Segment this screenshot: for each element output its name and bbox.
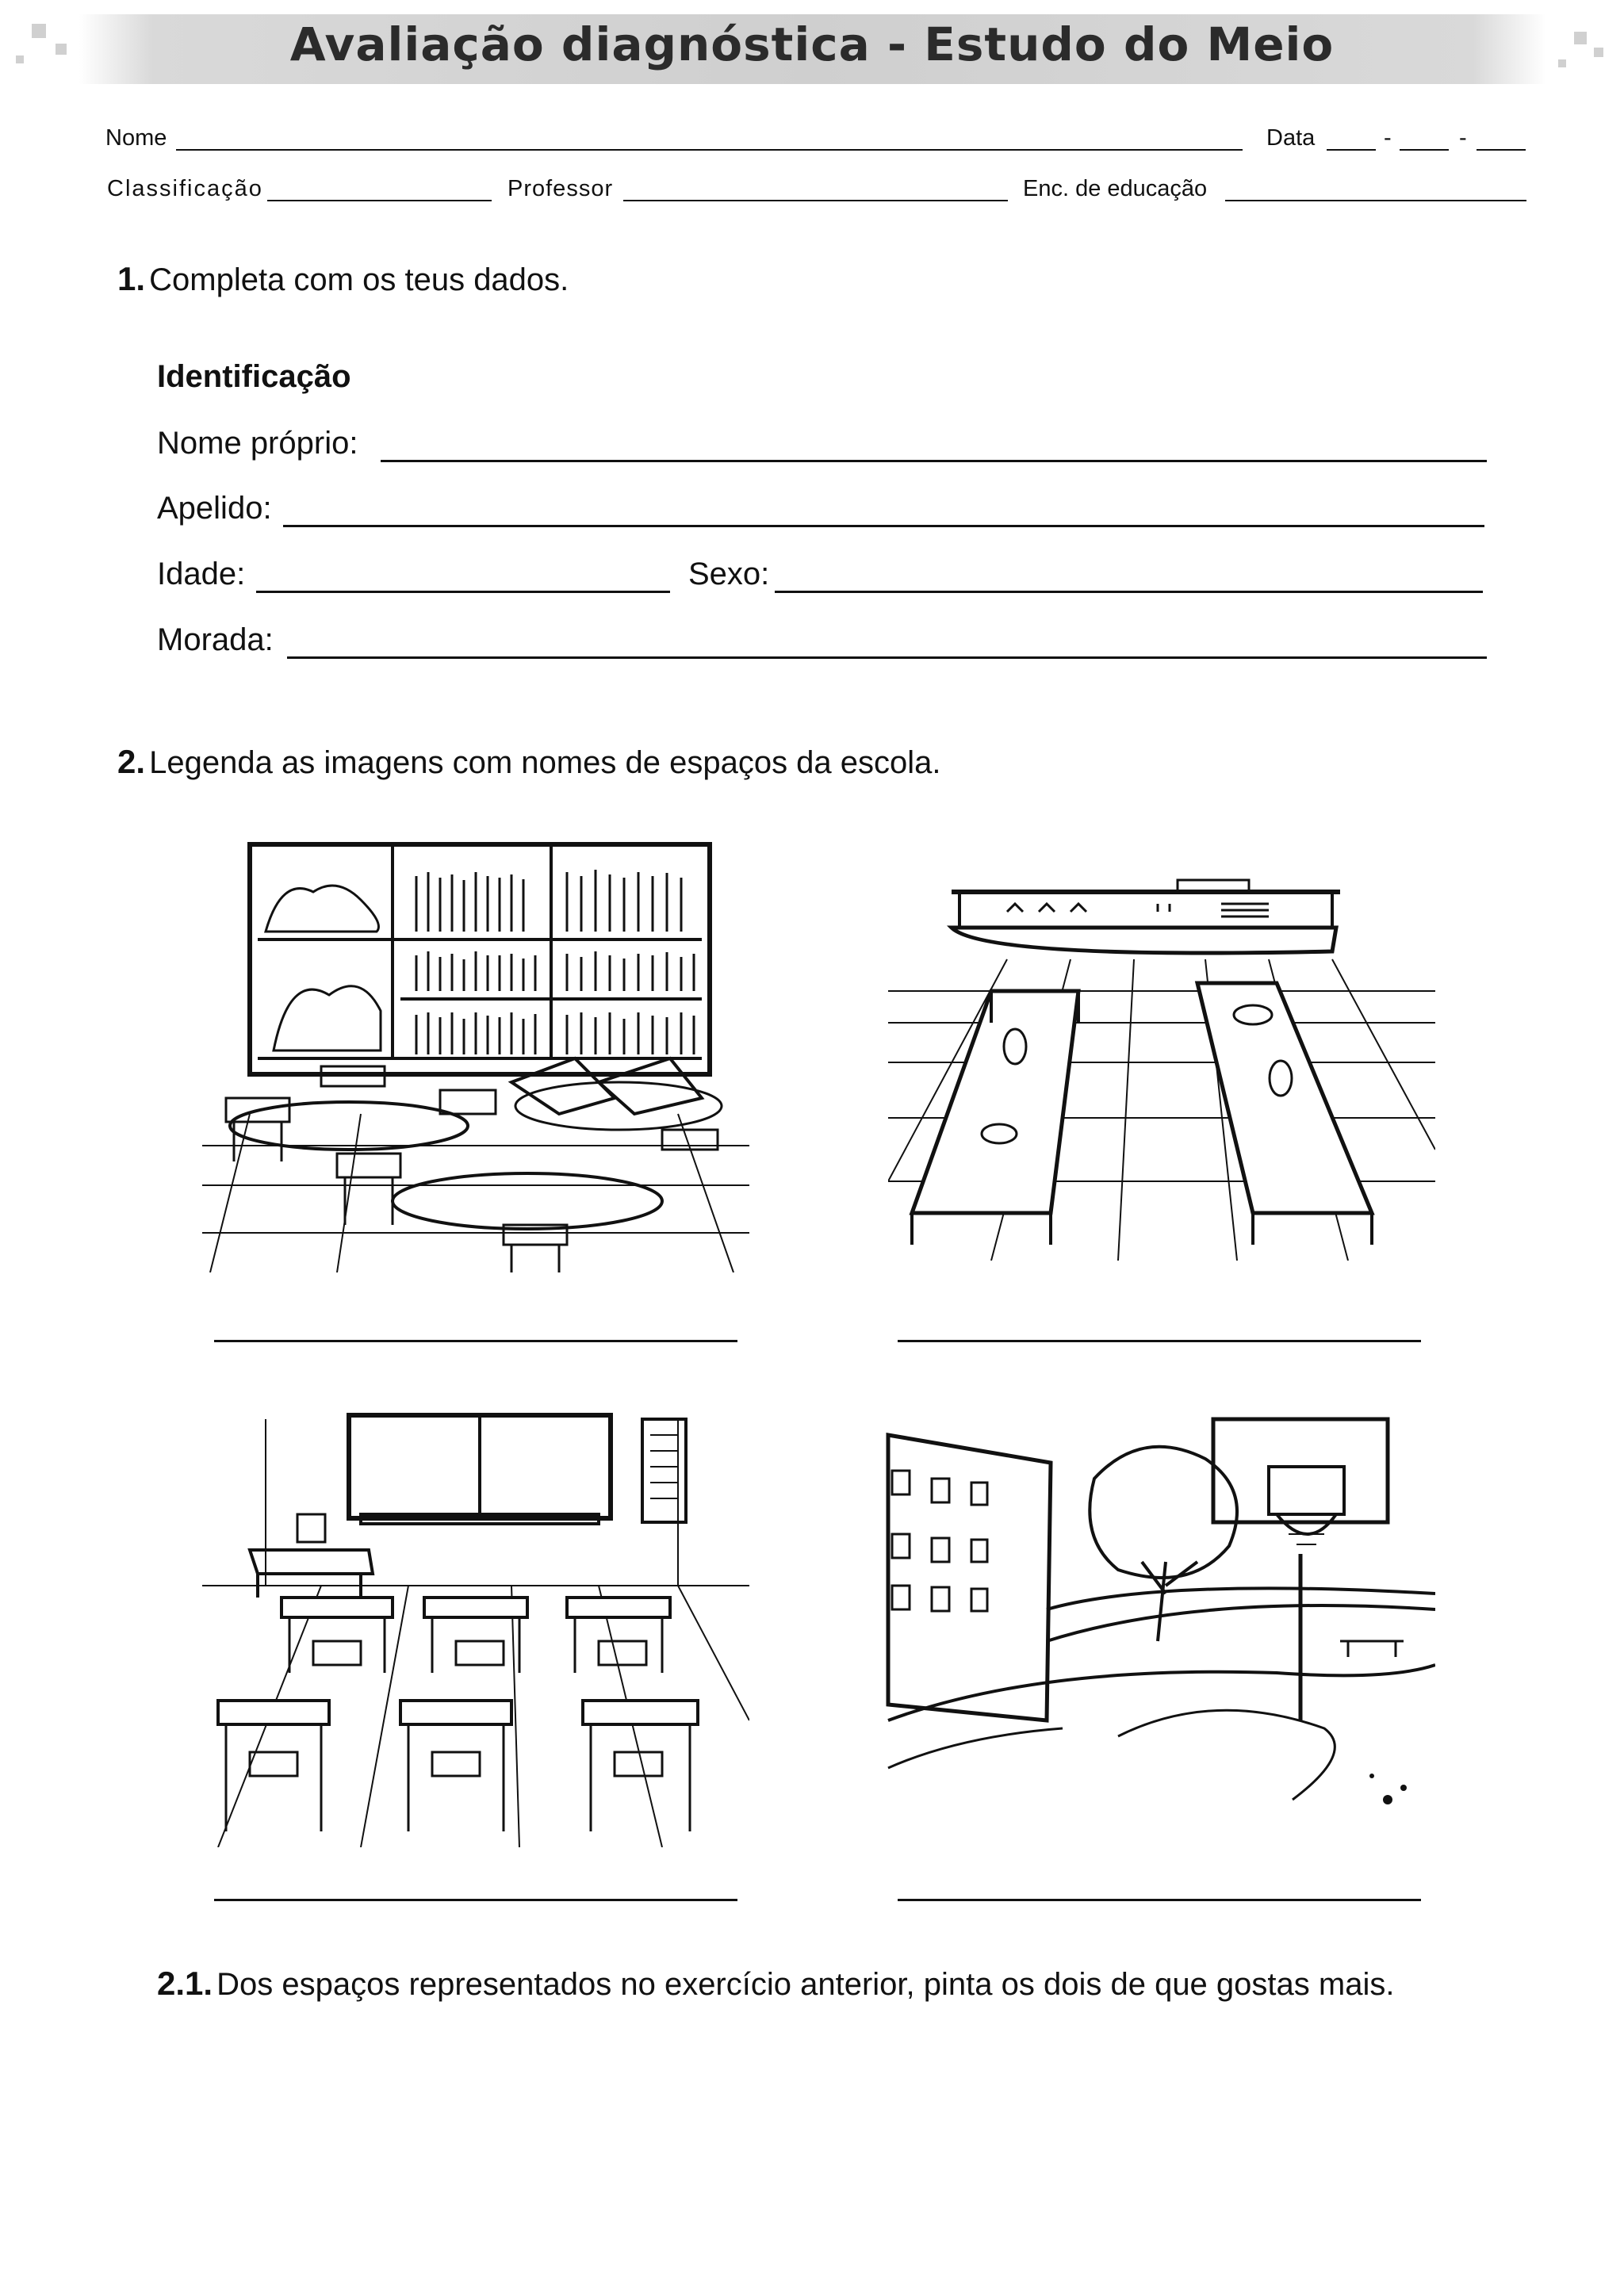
nome-line[interactable] [176,125,1243,151]
question-2 [117,743,941,781]
enc-line[interactable] [1225,176,1526,201]
morada-label: Morada: [157,622,274,657]
canteen-illustration [888,864,1435,1261]
apelido-label: Apelido: [157,491,272,526]
data-year-line[interactable] [1477,125,1526,151]
nome-proprio-line[interactable] [381,428,1487,462]
playground-illustration [880,1403,1435,1831]
classificacao-line[interactable] [267,176,492,201]
question-1-number: 1. [117,260,146,297]
question-2-number: 2. [117,743,146,780]
question-2-1 [157,1965,1394,2003]
question-2-text: Legenda as imagens com nomes de espaços da escola. [149,745,941,780]
caption-line-library[interactable] [214,1332,737,1342]
sexo-label: Sexo: [688,557,770,591]
enc-label: Enc. de educação [1023,176,1208,201]
professor-line[interactable] [623,176,1008,201]
caption-line-playground[interactable] [898,1891,1421,1901]
question-2-1-text: Dos espaços representados no exercício anterior, pinta os dois de que gostas mais. [216,1967,1395,2002]
data-label: Data [1266,125,1316,151]
caption-line-canteen[interactable] [898,1332,1421,1342]
sexo-line[interactable] [775,559,1483,593]
question-1 [117,260,569,298]
identificacao-title: Identificação [157,359,351,394]
caption-line-classroom[interactable] [214,1891,737,1901]
idade-label: Idade: [157,557,246,591]
library-illustration [202,828,749,1272]
data-sep2: - [1459,125,1467,151]
nome-label: Nome [105,125,167,151]
apelido-line[interactable] [283,493,1484,527]
data-sep1: - [1384,125,1392,151]
data-month-line[interactable] [1400,125,1449,151]
page-title: Avaliação diagnóstica - Estudo do Meio [289,17,1335,71]
classroom-illustration [202,1403,749,1847]
morada-line[interactable] [287,625,1487,659]
idade-line[interactable] [256,559,670,593]
question-1-text: Completa com os teus dados. [149,262,569,297]
data-day-line[interactable] [1327,125,1376,151]
nome-proprio-label: Nome próprio: [157,426,358,461]
question-2-1-number: 2.1. [157,1965,213,2002]
classificacao-label: Classificação [107,176,263,201]
professor-label: Professor [508,176,614,201]
